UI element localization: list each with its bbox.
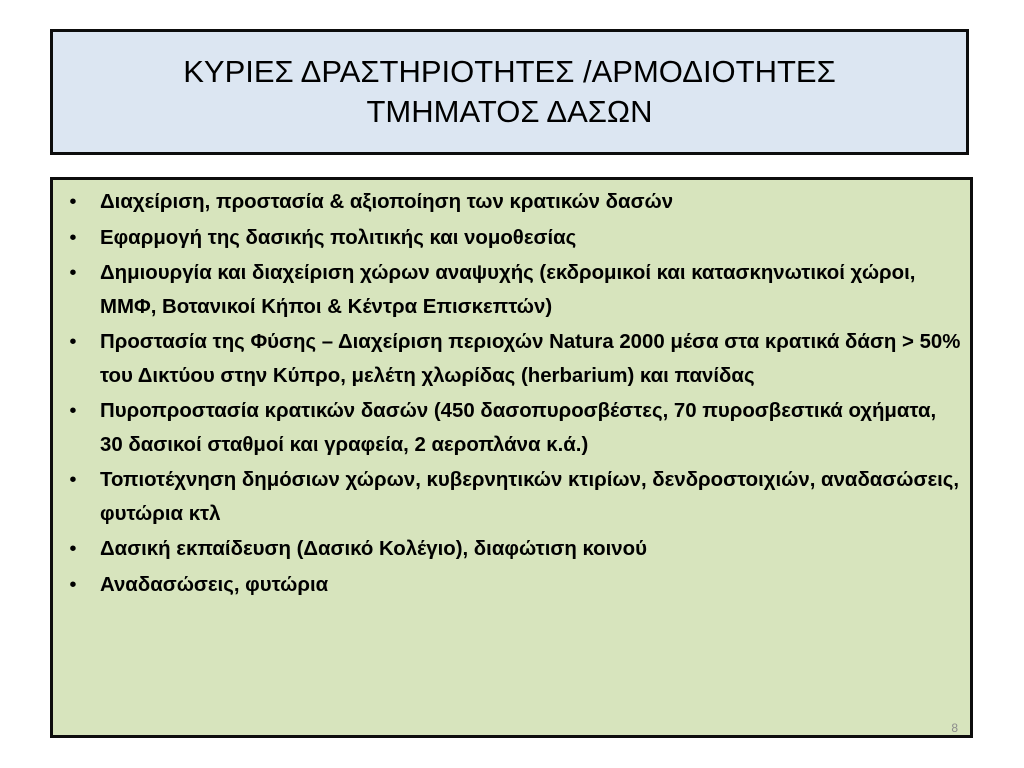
- bullet-item: [63, 186, 963, 220]
- bullet-icon: •: [69, 262, 77, 284]
- bullet-item: [63, 395, 963, 462]
- title-box: [50, 29, 969, 155]
- bullet-text: Εφαρμογή της δασικής πολιτικής και νομοθεσίας: [100, 226, 577, 249]
- bullet-text: Προστασία της Φύσης – Διαχείριση περιοχών Natura 2000 μέσα στα κρατικά δάση > 50% του Δικτύου στην Κύπρο, μελέτη χλωρίδας (herbarium) και πανίδας: [100, 331, 961, 387]
- slide-title: [183, 52, 836, 132]
- bullet-item: [63, 533, 963, 567]
- bullet-item: [63, 464, 963, 531]
- bullet-icon: •: [69, 538, 77, 560]
- bullet-text: Διαχείριση, προστασία & αξιοποίηση των κρατικών δασών: [100, 191, 674, 213]
- bullet-icon: •: [69, 573, 77, 596]
- bullet-item: [63, 569, 963, 603]
- bullet-text: Αναδασώσεις, φυτώρια: [100, 573, 329, 596]
- slide-number: 8: [951, 721, 958, 735]
- slide-title-line-2: ΤΜΗΜΑΤΟΣ ΔΑΣΩΝ: [366, 94, 653, 129]
- bullet-icon: •: [69, 400, 77, 422]
- bullet-item: [63, 257, 963, 324]
- bullet-item: [63, 326, 963, 393]
- bullet-item: [63, 222, 963, 256]
- bullet-icon: •: [69, 191, 77, 213]
- slide-title-line-1: ΚΥΡΙΕΣ ΔΡΑΣΤΗΡΙΟΤΗΤΕΣ /ΑΡΜΟΔΙΟΤΗΤΕΣ: [183, 54, 836, 89]
- bullet-icon: •: [69, 226, 77, 249]
- bullet-text: Πυροπροστασία κρατικών δασών (450 δασοπυροσβέστες, 70 πυροσβεστικά οχήματα, 30 δασικοί σταθμοί και γραφεία, 2 αεροπλάνα κ.ά.): [100, 400, 937, 456]
- bullet-list: [63, 186, 963, 604]
- bullet-icon: •: [69, 331, 77, 353]
- bullet-text: Τοπιοτέχνηση δημόσιων χώρων, κυβερνητικών κτιρίων, δενδροστοιχιών, αναδασώσεις, φυτώρια κτλ: [100, 469, 960, 525]
- bullet-icon: •: [69, 469, 77, 491]
- bullet-text: Δασική εκπαίδευση (Δασικό Κολέγιο), διαφώτιση κοινού: [100, 538, 647, 560]
- content-box: [50, 177, 973, 738]
- bullet-text: Δημιουργία και διαχείριση χώρων αναψυχής (εκδρομικοί και κατασκηνωτικοί χώροι, ΜΜΦ, Βοτανικοί Κήποι & Κέντρα Επισκεπτών): [100, 262, 916, 318]
